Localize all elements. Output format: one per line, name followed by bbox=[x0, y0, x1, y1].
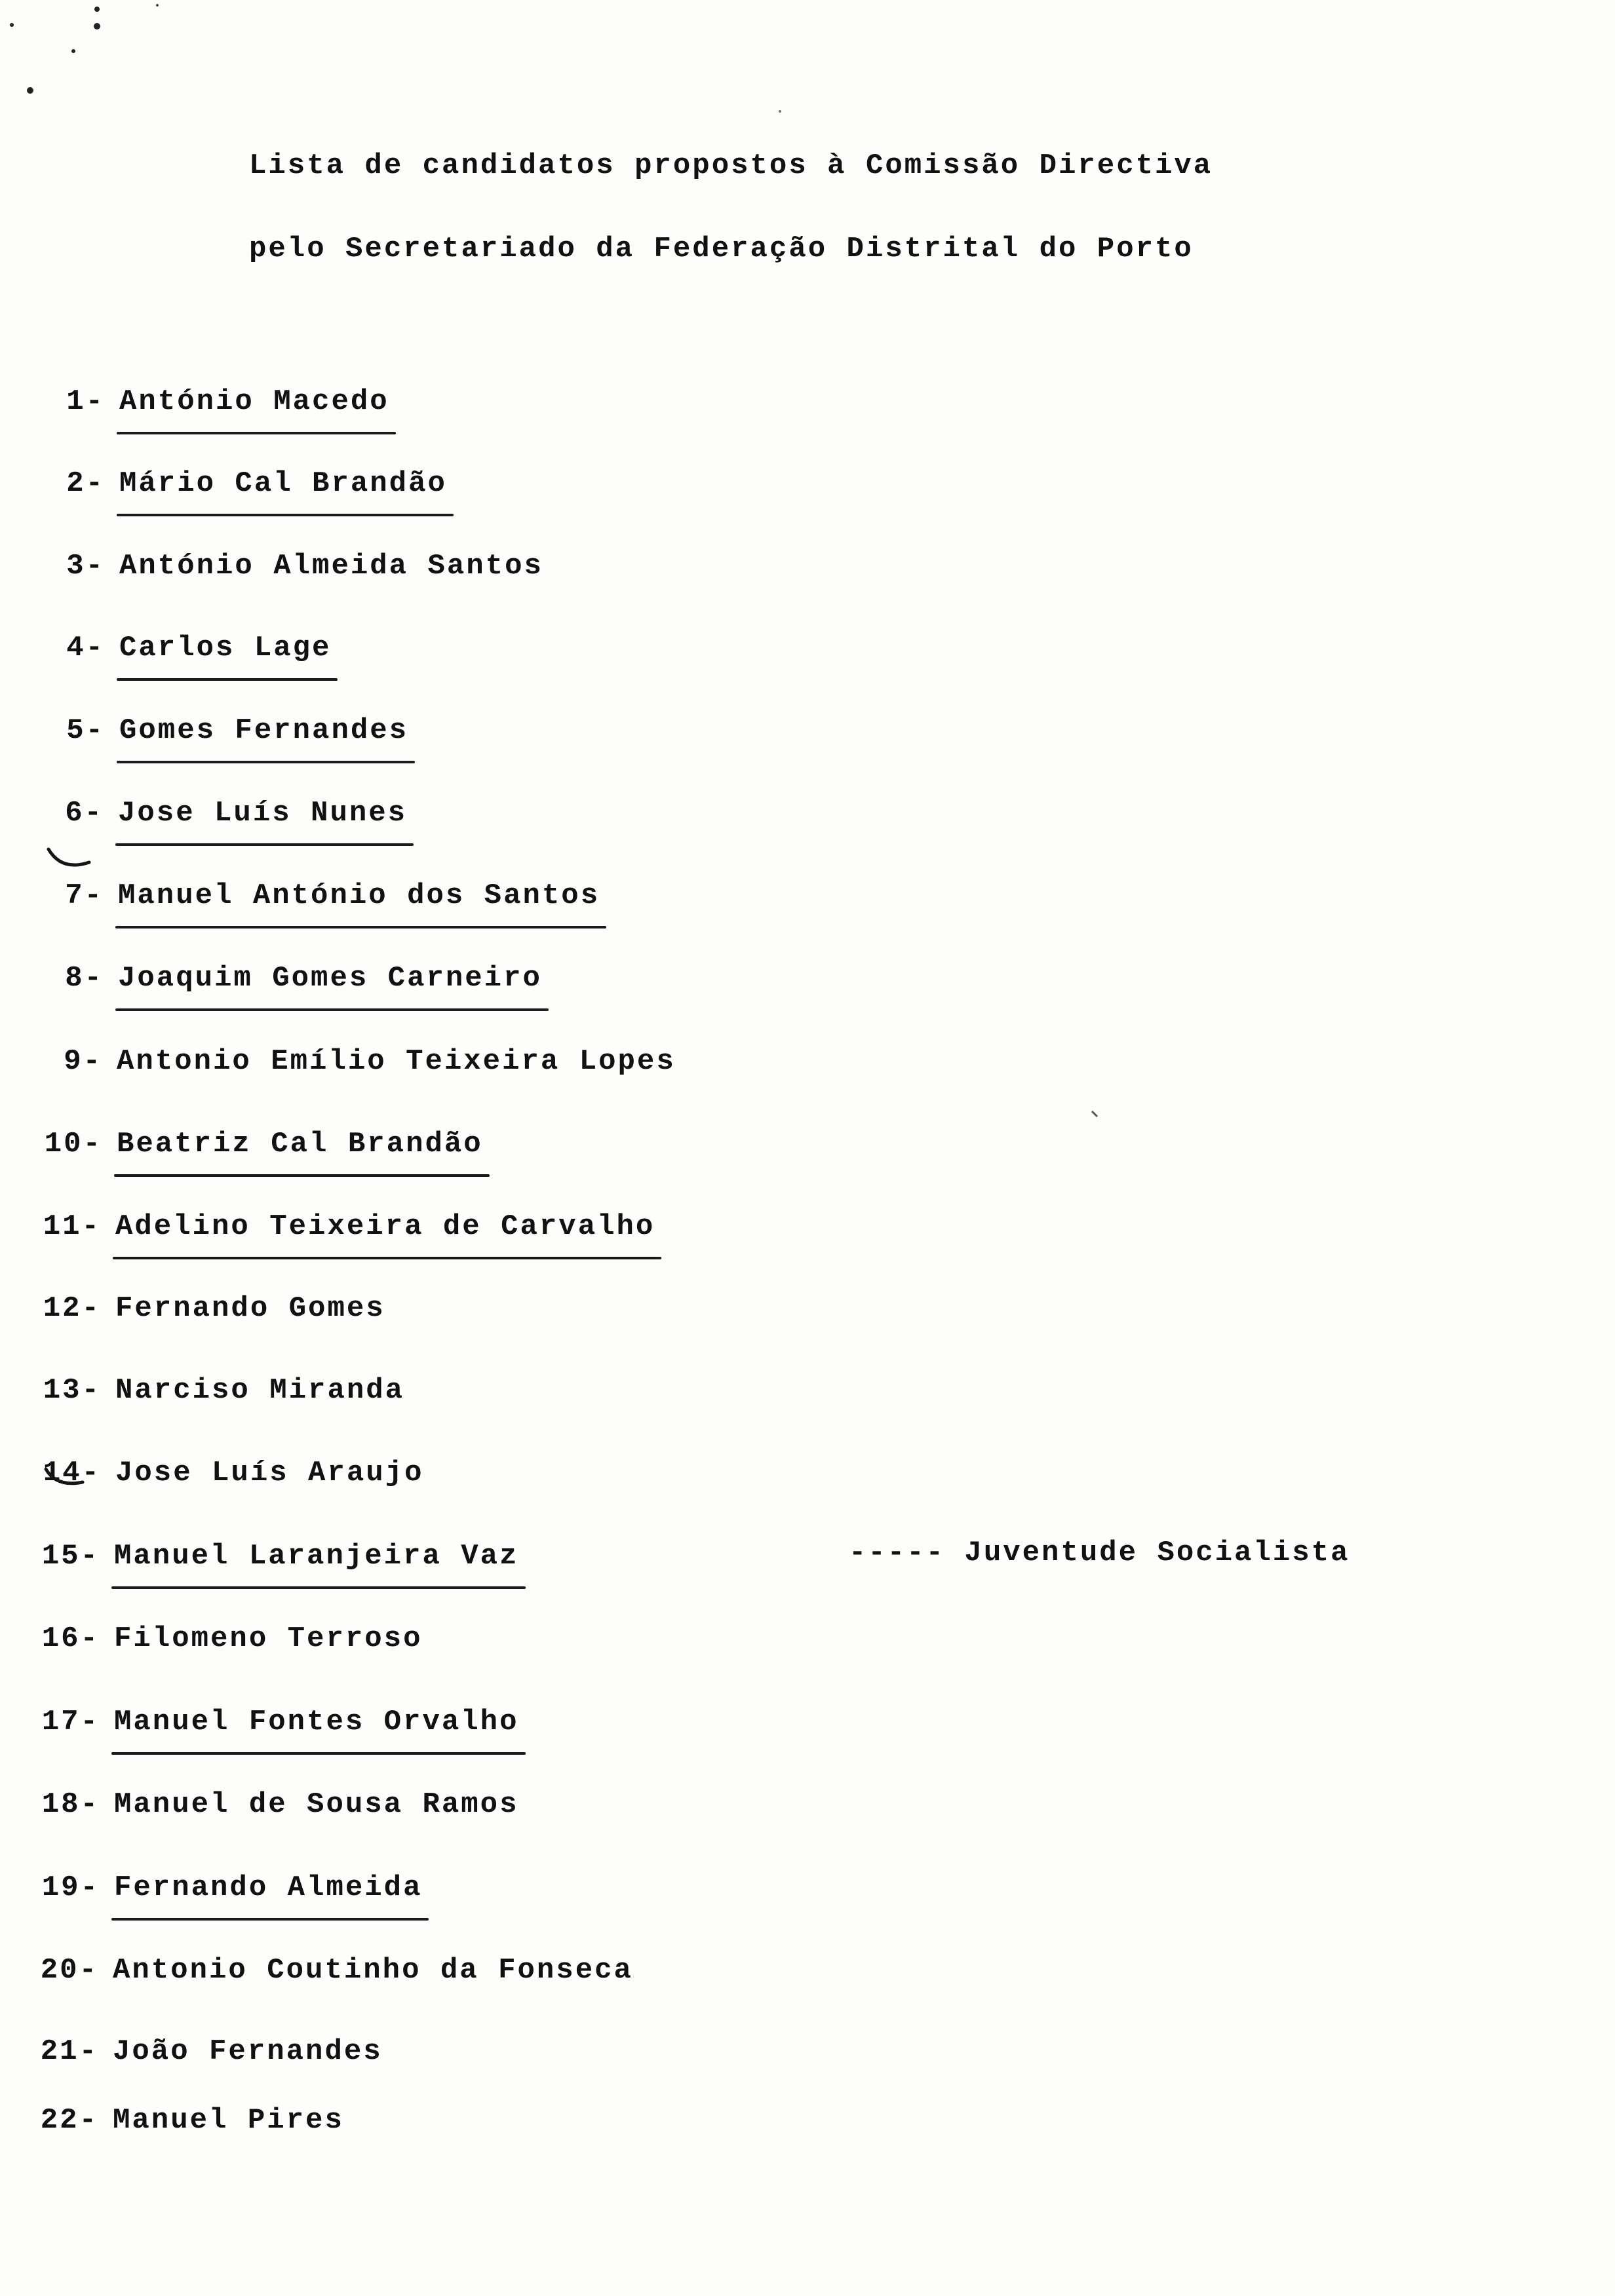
paper-specks bbox=[773, 105, 793, 118]
candidate-number: 16- bbox=[41, 1622, 100, 1655]
handwritten-check-mark bbox=[43, 1461, 96, 1501]
candidate-name: Filomeno Terroso bbox=[114, 1622, 423, 1655]
candidate-number: 3- bbox=[66, 550, 105, 583]
list-item bbox=[20, 712, 408, 749]
candidate-name: Gomes Fernandes bbox=[119, 712, 408, 749]
candidate-number: 19- bbox=[41, 1871, 100, 1904]
ink-specks bbox=[0, 0, 197, 131]
candidate-number: 1- bbox=[66, 385, 105, 418]
list-item bbox=[16, 1290, 385, 1327]
paper-specks bbox=[1088, 1107, 1108, 1127]
candidate-number: 13- bbox=[43, 1374, 101, 1407]
candidate-number: 12- bbox=[43, 1292, 101, 1325]
candidate-name: Adelino Teixeira de Carvalho bbox=[115, 1208, 655, 1245]
document-title-line-2: pelo Secretariado da Federação Distrital do Porto bbox=[249, 233, 1194, 265]
candidate-name: João Fernandes bbox=[113, 2035, 383, 2068]
list-item bbox=[16, 1372, 404, 1409]
candidate-number: 15- bbox=[41, 1540, 100, 1573]
candidate-number: 4- bbox=[66, 632, 105, 664]
candidate-number: 18- bbox=[41, 1788, 100, 1821]
list-item bbox=[18, 795, 407, 832]
candidate-name: Jose Luís Araujo bbox=[115, 1457, 424, 1489]
list-item bbox=[13, 2102, 344, 2139]
list-item bbox=[16, 1208, 655, 1245]
candidate-name: António Almeida Santos bbox=[119, 550, 543, 583]
candidate-number: 10- bbox=[44, 1128, 102, 1160]
list-item bbox=[20, 630, 331, 666]
candidate-number: 17- bbox=[41, 1706, 100, 1738]
candidate-number: 9- bbox=[64, 1045, 102, 1078]
list-item bbox=[13, 2033, 383, 2070]
list-item bbox=[14, 1704, 519, 1740]
candidate-name: Mário Cal Brandão bbox=[119, 465, 447, 502]
handwritten-check-mark bbox=[46, 845, 98, 878]
candidate-name: Fernando Gomes bbox=[115, 1292, 385, 1325]
candidate-name: Antonio Coutinho da Fonseca bbox=[113, 1954, 633, 1987]
candidate-name: Carlos Lage bbox=[119, 630, 331, 666]
list-item bbox=[17, 1043, 676, 1080]
document-title-line-1: Lista de candidatos propostos à Comissão Directiva bbox=[249, 149, 1213, 182]
list-item bbox=[14, 1620, 422, 1657]
list-item bbox=[18, 960, 542, 997]
candidate-name: Manuel Fontes Orvalho bbox=[114, 1704, 519, 1740]
candidate-number: 7- bbox=[65, 879, 104, 912]
candidate-number: 2- bbox=[66, 467, 105, 500]
candidate-number: 22- bbox=[40, 2104, 98, 2137]
candidate-name: Narciso Miranda bbox=[115, 1374, 405, 1407]
candidate-name: Joaquim Gomes Carneiro bbox=[118, 960, 542, 997]
list-item bbox=[20, 383, 389, 420]
candidate-number: 5- bbox=[66, 714, 105, 747]
candidate-name: Manuel Pires bbox=[113, 2104, 344, 2137]
list-item bbox=[18, 877, 600, 914]
list-item bbox=[20, 465, 447, 502]
candidate-number: 8- bbox=[65, 962, 104, 995]
list-item bbox=[20, 548, 543, 584]
candidate-name: Manuel António dos Santos bbox=[118, 877, 600, 914]
candidate-number: 11- bbox=[43, 1210, 101, 1243]
candidate-name: Manuel de Sousa Ramos bbox=[114, 1788, 519, 1821]
candidate-name: Jose Luís Nunes bbox=[118, 795, 407, 832]
candidate-name: Fernando Almeida bbox=[114, 1869, 422, 1906]
candidate-name: António Macedo bbox=[119, 383, 389, 420]
list-item bbox=[13, 1952, 633, 1989]
candidate-number: 6- bbox=[65, 797, 104, 830]
candidate-name: Antonio Emílio Teixeira Lopes bbox=[117, 1045, 676, 1078]
list-item bbox=[17, 1126, 483, 1162]
list-item bbox=[14, 1869, 422, 1906]
candidate-number: 14- bbox=[43, 1457, 101, 1489]
list-item bbox=[14, 1538, 519, 1575]
candidate-name: Beatriz Cal Brandão bbox=[117, 1126, 483, 1162]
list-item bbox=[14, 1786, 519, 1823]
candidate-number: 20- bbox=[40, 1954, 98, 1987]
candidate-name: Manuel Laranjeira Vaz bbox=[114, 1538, 519, 1575]
candidate-number: 21- bbox=[40, 2035, 98, 2068]
annotation-juventude-socialista: ----- Juventude Socialista bbox=[849, 1537, 1350, 1569]
